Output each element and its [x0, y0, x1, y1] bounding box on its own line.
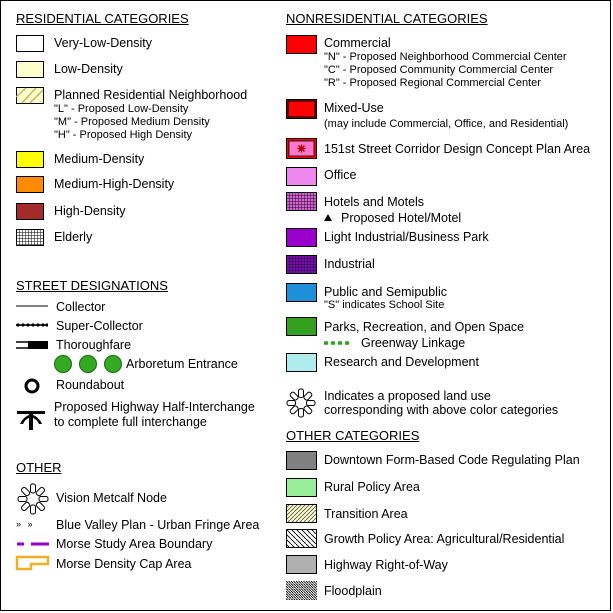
high-density-label: High-Density: [54, 204, 126, 218]
growth-policy-label: Growth Policy Area: Agricultural/Residential: [324, 532, 565, 546]
elderly-swatch: [16, 229, 44, 246]
very-low-density-label: Very-Low-Density: [54, 36, 152, 50]
urban-fringe-label: Blue Valley Plan - Urban Fringe Area: [56, 518, 260, 532]
very-low-density-swatch: [16, 35, 44, 52]
hotels-swatch: [286, 192, 317, 211]
low-density-swatch: [16, 61, 44, 78]
highway-row-swatch: [286, 555, 317, 574]
medium-high-density-label: Medium-High-Density: [54, 177, 175, 191]
rural-policy-swatch: [286, 478, 317, 497]
morse-density-cap-label: Morse Density Cap Area: [56, 557, 192, 571]
arboretum-entrance-label: Arboretum Entrance: [126, 357, 238, 371]
morse-study-boundary-label: Morse Study Area Boundary: [56, 537, 213, 551]
corridor-design-swatch: [286, 138, 317, 159]
collector-line-icon: [16, 300, 48, 312]
low-density-label: Low-Density: [54, 62, 123, 76]
super-collector-label: Super-Collector: [56, 319, 143, 333]
morse-study-boundary-icon: [16, 539, 50, 549]
floodplain-swatch: [286, 581, 317, 600]
thoroughfare-line-icon: [16, 338, 48, 352]
public-semipublic-swatch: [286, 283, 317, 302]
industrial-label: Industrial: [324, 257, 375, 271]
half-interchange-label-2: to complete full interchange: [54, 415, 207, 429]
other-categories-header: OTHER CATEGORIES: [286, 428, 420, 443]
super-collector-line-icon: [16, 319, 48, 331]
greenway-linkage-icon: [323, 339, 353, 347]
commercial-sub-r: "R" - Proposed Regional Commercial Center: [324, 77, 541, 89]
half-interchange-label: Proposed Highway Half-Interchange: [54, 400, 255, 414]
growth-policy-swatch: [286, 529, 317, 548]
planned-residential-swatch: [16, 87, 44, 104]
vision-metcalf-node-label: Vision Metcalf Node: [56, 491, 167, 505]
greenway-linkage-label: Greenway Linkage: [361, 336, 466, 350]
mixed-use-sub: (may include Commercial, Office, and Residential): [324, 118, 569, 130]
light-industrial-label: Light Industrial/Business Park: [324, 230, 489, 244]
other-header: OTHER: [16, 460, 62, 475]
hotel-triangle-icon: [323, 213, 333, 222]
hotels-label: Hotels and Motels: [324, 195, 425, 209]
roundabout-icon: [23, 377, 41, 395]
hotel-proposed-label: Proposed Hotel/Motel: [341, 211, 462, 225]
medium-high-density-swatch: [16, 176, 44, 193]
proposed-land-use-icon: [286, 388, 316, 418]
office-swatch: [286, 167, 317, 186]
planned-residential-sub-h: "H" - Proposed High Density: [54, 129, 193, 141]
highway-row-label: Highway Right-of-Way: [324, 558, 448, 572]
commercial-label: Commercial: [324, 36, 391, 50]
floodplain-label: Floodplain: [324, 584, 382, 598]
vision-metcalf-node-icon: [17, 483, 49, 515]
proposed-land-use-label-2: corresponding with above color categories: [324, 403, 559, 417]
urban-fringe-icon: » »: [16, 519, 35, 529]
transition-area-swatch: [286, 504, 317, 523]
medium-density-swatch: [16, 151, 44, 168]
office-label: Office: [324, 168, 357, 182]
half-interchange-icon: [17, 409, 45, 431]
commercial-sub-c: "C" - Proposed Community Commercial Center: [324, 64, 554, 76]
planned-residential-sub-m: "M" - Proposed Medium Density: [54, 116, 210, 128]
corridor-design-label: 151st Street Corridor Design Concept Plan Area: [324, 142, 591, 156]
planned-residential-sub-l: "L" - Proposed Low-Density: [54, 103, 189, 115]
commercial-sub-n: "N" - Proposed Neighborhood Commercial Center: [324, 51, 567, 63]
parks-swatch: [286, 317, 317, 336]
roundabout-label: Roundabout: [56, 378, 125, 392]
morse-density-cap-icon: [15, 555, 51, 571]
transition-area-label: Transition Area: [324, 507, 408, 521]
commercial-swatch: [286, 35, 317, 54]
planned-residential-label: Planned Residential Neighborhood: [54, 88, 248, 102]
research-swatch: [286, 353, 317, 372]
elderly-label: Elderly: [54, 230, 93, 244]
parks-label: Parks, Recreation, and Open Space: [324, 320, 525, 334]
collector-label: Collector: [56, 300, 106, 314]
research-label: Research and Development: [324, 355, 479, 369]
residential-header: RESIDENTIAL CATEGORIES: [16, 11, 189, 26]
mixed-use-label: Mixed-Use: [324, 101, 384, 115]
nonresidential-header: NONRESIDENTIAL CATEGORIES: [286, 11, 488, 26]
mixed-use-swatch: [286, 99, 317, 119]
industrial-swatch: [286, 255, 317, 274]
downtown-form-based-label: Downtown Form-Based Code Regulating Plan: [324, 453, 580, 467]
high-density-swatch: [16, 203, 44, 220]
medium-density-label: Medium-Density: [54, 152, 145, 166]
public-semipublic-sub: "S" indicates School Site: [324, 299, 445, 311]
rural-policy-label: Rural Policy Area: [324, 480, 420, 494]
downtown-form-based-swatch: [286, 451, 317, 470]
light-industrial-swatch: [286, 228, 317, 247]
public-semipublic-label: Public and Semipublic: [324, 285, 447, 299]
arboretum-entrance-icon: [54, 354, 122, 374]
street-header: STREET DESIGNATIONS: [16, 278, 168, 293]
thoroughfare-label: Thoroughfare: [56, 338, 132, 352]
proposed-land-use-label: Indicates a proposed land use: [324, 389, 491, 403]
